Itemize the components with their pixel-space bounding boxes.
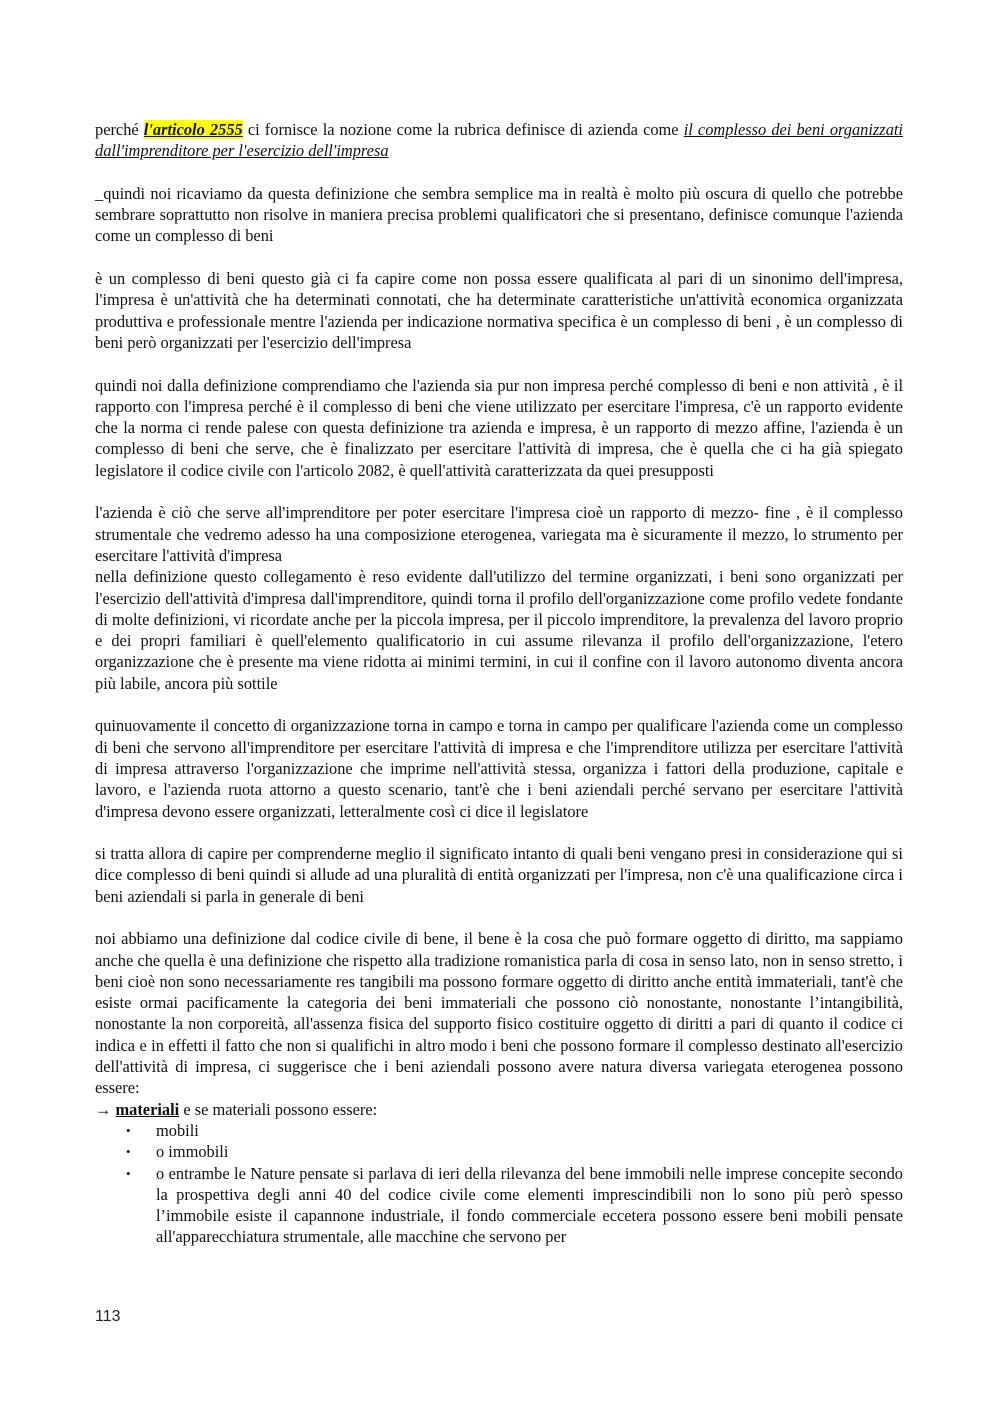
paragraph-1 bbox=[95, 119, 903, 162]
definition-quote: il complesso dei beni organizzati dall'imprenditore per l'esercizio dell'impresa bbox=[95, 120, 903, 161]
list-item bbox=[95, 1120, 903, 1141]
paragraph-6: nella definizione questo collegamento è reso evidente dall'utilizzo del termine organizzati, i beni sono organizzati per l'esercizio dell'attività d'impresa dall'imprenditore, quindi torna il profilo dell'organizzazione come profilo vedete fondante di molte definizioni, vi ricordate anche per la piccola impresa, per il piccolo imprenditore, la prevalenza del lavoro proprio e dei propri familiari è quell'elemento qualificatorio in cui assume rilevanza il profilo dell'organizzazione, l'etero organizzazione che è presente ma viene ridotta ai minimi termini, in cui il confine con il lavoro autonomo diventa ancora più labile, ancora più sottile bbox=[95, 567, 903, 693]
body-text bbox=[95, 119, 903, 1248]
arrow-icon: → bbox=[95, 1099, 116, 1119]
list-item bbox=[95, 1163, 903, 1248]
bullet-list bbox=[95, 1120, 903, 1248]
list-item-text: mobili bbox=[156, 1120, 199, 1140]
list-item-text: o entrambe le Nature pensate si parlava di ieri della rilevanza del bene immobili nelle imprese concepite secondo la prospettiva degli anni 40 del codice civile come elementi imprescindibili non lo sono più però spesso l’immobile esiste il capannone industriale, il fondo commerciale eccetera possono essere beni mobili pensate all'apparecchiatura strumentale, alle macchine che servono per bbox=[156, 1163, 903, 1247]
paragraph-7: quinuovamente il concetto di organizzazione torna in campo e torna in campo per qualificare l'azienda come un complesso di beni che servono all'imprenditore per esercitare l'attività di impresa e che l'imprenditore utilizza per esercitare l'attività di impresa attraverso l'organizzazione che imprime nell'attività stessa, organizza i fattori della produzione, capitale e lavoro, e l'azienda ruota attorno a questo scenario, tant'è che i beni aziendali perché servano per esercitare l'attività d'impresa devono essere organizzati, letteralmente così ci dice il legislatore bbox=[95, 716, 903, 821]
list-item-text: o immobili bbox=[156, 1142, 229, 1162]
article-reference-highlight: l'articolo 2555 bbox=[143, 120, 243, 139]
materials-line bbox=[95, 1099, 903, 1120]
bullet-icon: • bbox=[126, 1144, 131, 1160]
list-item bbox=[95, 1141, 903, 1162]
paragraph-1-lead: perché bbox=[95, 120, 144, 139]
paragraph-2: _quindi noi ricaviamo da questa definizione che sembra semplice ma in realtà è molto più oscura di quello che potrebbe sembrare soprattutto non risolve in maniera precisa problemi qualificatori che si presentano, definisce comunque l'azienda come un complesso di beni bbox=[95, 183, 903, 246]
paragraph-9: noi abbiamo una definizione dal codice civile di bene, il bene è la cosa che può formare oggetto di diritto, ma sappiamo anche che quella è una definizione che rispetto alla tradizione romanistica parla di cosa in senso lato, non in senso stretto, i beni cioè non sono necessariamente res tangibili ma possono formare oggetto di diritto anche entità immateriali, tant'è che esiste ormai pacificamente la categoria dei beni immateriali che possono ciò nonostante, nonostante l’intangibilità, nonostante la non corporeità, all'assenza fisica del supporto fisico costituire oggetto di diritti a pari di quanto il codice ci indica e in effetti il fatto che non si qualifichi in altro modo i beni che possono formare il complesso destinato all'esercizio dell'attività di impresa, ci suggerisce che i beni aziendali possono avere natura diversa variegata eterogenea possono essere: bbox=[95, 929, 903, 1098]
bullet-icon: • bbox=[126, 1122, 131, 1138]
materials-term: materiali bbox=[115, 1099, 180, 1119]
paragraph-1-middle: ci fornisce la nozione come la rubrica definisce di azienda come bbox=[242, 120, 684, 139]
bullet-icon: • bbox=[126, 1165, 131, 1181]
paragraph-8: si tratta allora di capire per comprenderne meglio il significato intanto di quali beni vengano presi in considerazione qui si dice complesso di beni quindi si allude ad una pluralità di entità organizzati per l'impresa, non c'è una qualificazione circa i beni aziendali si parla in generale di beni bbox=[95, 844, 903, 906]
materials-line-rest: e se materiali possono essere: bbox=[179, 1099, 378, 1119]
paragraph-4: quindi noi dalla definizione comprendiamo che l'azienda sia pur non impresa perché complesso di beni e non attività , è il rapporto con l'impresa perché è il complesso di beni che viene utilizzato per esercitare l'impresa, c'è un rapporto evidente che la norma ci rende palese con questa definizione tra azienda e impresa, è un rapporto di mezzo affine, l'azienda è un complesso di beni che serve, che è finalizzato per esercitare l'attività di impresa, che è quella che ci ha già spiegato legislatore il codice civile con l'articolo 2082, è quell'attività caratterizzata da quei presupposti bbox=[95, 375, 903, 480]
paragraph-5: l'azienda è ciò che serve all'imprenditore per poter esercitare l'impresa cioè un rapporto di mezzo- fine , è il complesso strumentale che vedremo adesso ha una composizione eterogenea, variegata ma è sicuramente il mezzo, lo strumento per esercitare l'attività d'impresa bbox=[95, 503, 903, 565]
page-number: 113 bbox=[95, 1308, 121, 1325]
paragraph-3: è un complesso di beni questo già ci fa capire come non possa essere qualificata al pari di un sinonimo dell'impresa, l'impresa è un'attività che ha determinati connotati, che ha determinate caratteristiche un'attività economica organizzata produttiva e professionale mentre l'azienda per indicazione normativa specifica è un complesso di beni , è un complesso di beni però organizzati per l'esercizio dell'impresa bbox=[95, 269, 903, 352]
